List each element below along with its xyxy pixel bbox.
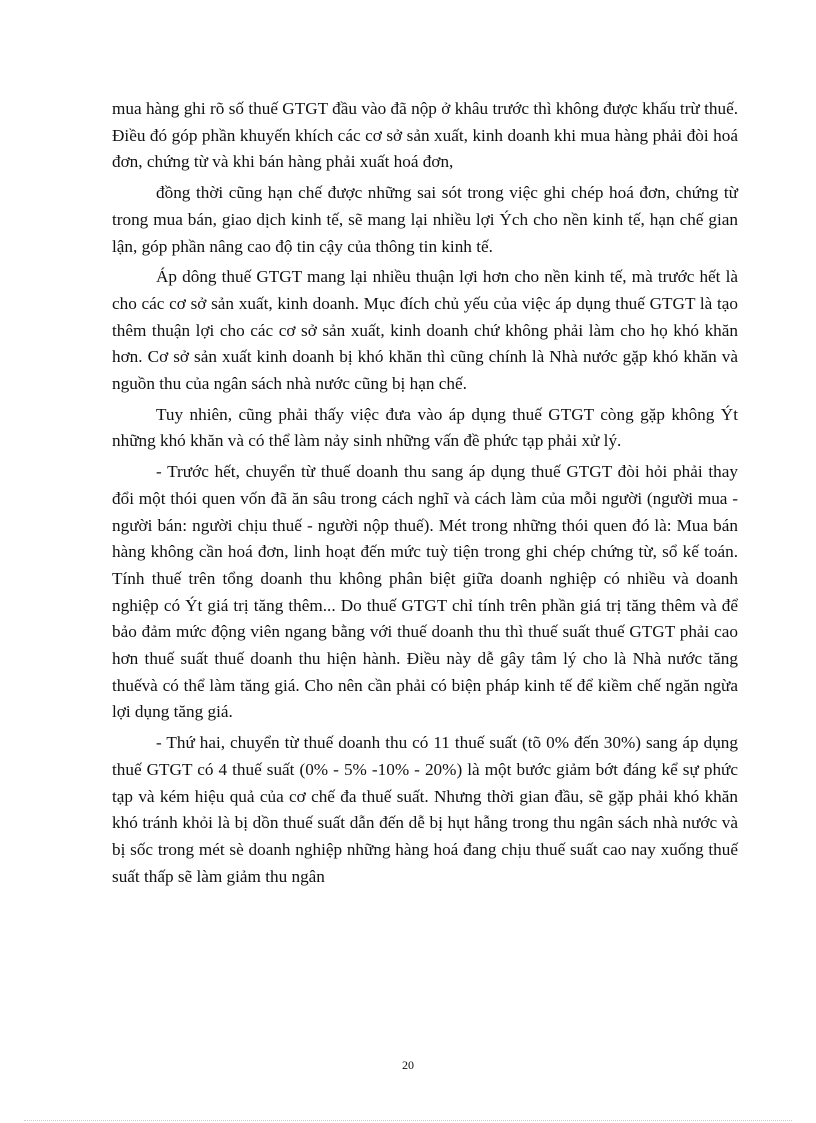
paragraph-list-item: - Thứ hai, chuyển từ thuế doanh thu có 11 thuế suất (tõ 0% đến 30%) sang áp dụng thuế GTGT có 4 thuế suất (0% - 5% -10% - 20%) là một bước giảm bớt đáng kể sự phức tạp và kém hiệu quả của cơ chế đa thuế suất. Nhưng thời gian đầu, sẽ gặp phải khó khăn khó tránh khỏi là bị dồn thuế suất dẫn đến dễ bị hụt hẫng trong thu ngân sách nhà nước và bị sốc trong mét sè doanh nghiệp những hàng hoá đang chịu thuế suất cao nay xuống thuế suất thấp sẽ làm giảm thu ngân [112, 733, 738, 886]
paragraph: Áp dông thuế GTGT mang lại nhiều thuận lợi hơn cho nền kinh tế, mà trước hết là cho các cơ sở sản xuất, kinh doanh. Mục đích chủ yếu của việc áp dụng thuế GTGT là tạo thêm thuận lợi cho các cơ sở sản xuất, kinh doanh chứ không phải làm cho họ khó khăn hơn. Cơ sở sản xuất kinh doanh bị khó khăn thì cũng chính là Nhà nước gặp khó khăn và nguồn thu của ngân sách nhà nước cũng bị hạn chế. [112, 267, 738, 394]
paragraph: Tuy nhiên, cũng phải thấy việc đưa vào áp dụng thuế GTGT còng gặp không Ýt những khó khăn và có thể làm nảy sinh những vấn đề phức tạp phải xử lý. [112, 404, 738, 451]
body-text [112, 96, 738, 894]
page-number: 20 [402, 1058, 414, 1072]
page-bottom-divider [24, 1120, 792, 1121]
paragraph-list-item: - Trước hết, chuyển từ thuế doanh thu sang áp dụng thuế GTGT đòi hỏi phải thay đổi một thói quen vốn đã ăn sâu trong cách nghĩ và cách làm của mỗi người (người mua - người bán: người chịu thuế - người nộp thuế). Mét trong những thói quen đó là: Mua bán hàng không cần hoá đơn, linh hoạt đến mức tuỳ tiện trong ghi chép chứng từ, sổ kế toán. Tính thuế trên tổng doanh thu không phân biệt giữa doanh nghiệp có nhiều và doanh nghiệp có Ýt giá trị tăng thêm... Do thuế GTGT chỉ tính trên phần giá trị tăng thêm và để bảo đảm mức động viên ngang bằng với thuế doanh thu thì thuế suất thuế GTGT phải cao hơn thuế suất thuế doanh thu hiện hành. Điều này dễ gây tâm lý cho là Nhà nước tăng thuếvà có thể làm tăng giá. Cho nên cần phải có biện pháp kinh tế để kiềm chế ngăn ngừa lợi dụng tăng giá. [112, 462, 738, 722]
paragraph: đồng thời cũng hạn chế được những sai sót trong việc ghi chép hoá đơn, chứng từ trong mua bán, giao dịch kinh tế, sẽ mang lại nhiều lợi Ých cho nền kinh tế, hạn chế gian lận, góp phần nâng cao độ tin cậy của thông tin kinh tế. [112, 183, 738, 256]
paragraph-continuation: mua hàng ghi rõ số thuế GTGT đầu vào đã nộp ở khâu trước thì không được khấu trừ thuế. Điều đó góp phần khuyến khích các cơ sở sản xuất, kinh doanh khi mua hàng phải đòi hoá đơn, chứng từ và khi bán hàng phải xuất hoá đơn, [112, 99, 738, 172]
